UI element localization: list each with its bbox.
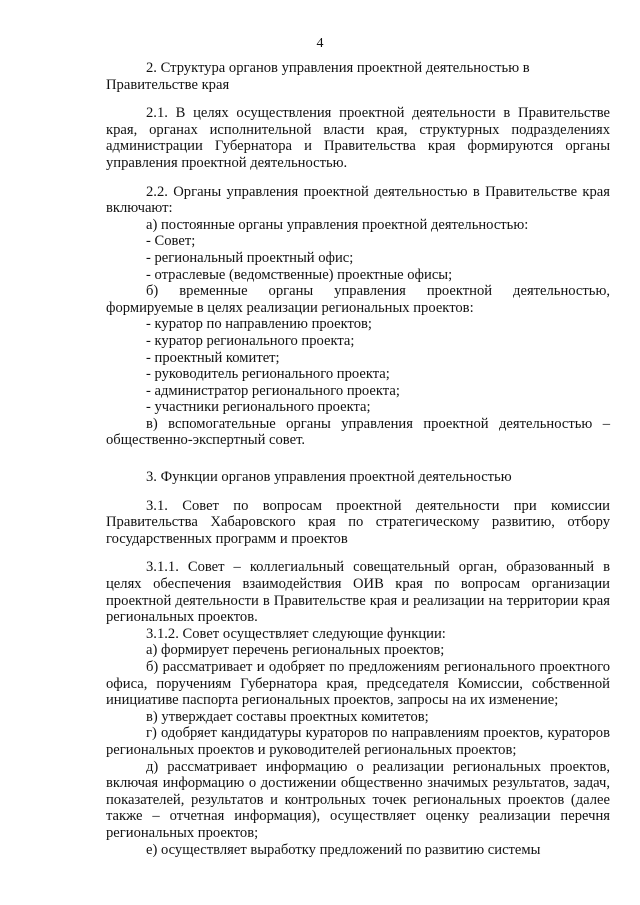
paragraph-2-2: 2.2. Органы управления проектной деятельностью в Правительстве края включают:	[106, 183, 610, 217]
list-item: - куратор регионального проекта;	[146, 332, 355, 349]
list-item: - региональный проектный офис;	[146, 249, 354, 266]
list-item: - проектный комитет;	[146, 349, 280, 366]
function-item: а) формирует перечень региональных проектов;	[146, 642, 445, 659]
document-body	[106, 60, 610, 858]
list-item: - участники регионального проекта;	[146, 399, 371, 416]
paragraph-3-1: 3.1. Совет по вопросам проектной деятельности при комиссии Правительства Хабаровского края по стратегическому развитию, отбору государственных программ и проектов	[106, 497, 610, 547]
page-number: 4	[316, 36, 324, 51]
list-item: - куратор по направлению проектов;	[146, 316, 372, 333]
list-item: - руководитель регионального проекта;	[146, 366, 390, 383]
section-3-heading: 3. Функции органов управления проектной деятельностью	[146, 469, 512, 486]
list-item: - Совет;	[146, 233, 196, 250]
function-item: в) утверждает составы проектных комитетов;	[146, 708, 429, 725]
list-item: - администратор регионального проекта;	[146, 382, 400, 399]
function-item: г) одобряет кандидатуры кураторов по направлениям проектов, кураторов региональных проектов и руководителей региональных проектов;	[106, 725, 610, 758]
section-2-heading: 2. Структура органов управления проектной деятельностью в Правительстве края	[106, 60, 530, 93]
function-item: е) осуществляет выработку предложений по развитию системы	[146, 841, 541, 858]
list-item: в) вспомогательные органы управления проектной деятельностью – общественно-экспертный совет.	[106, 415, 610, 449]
list-item: б) временные органы управления проектной деятельностью, формируемые в целях реализации региональных проектов:	[106, 283, 610, 316]
list-item: а) постоянные органы управления проектной деятельностью:	[146, 216, 529, 233]
paragraph-3-1-2: 3.1.2. Совет осуществляет следующие функции:	[146, 625, 446, 642]
function-item: д) рассматривает информацию о реализации региональных проектов, включая информацию о достижении общественно значимых результатов, задач, показателей, результатов и контрольных точек региональных проектов (далее также – отчетная информация), осуществляет оценку реализации перечня региональных проектов;	[106, 758, 610, 841]
function-item: б) рассматривает и одобряет по предложениям регионального проектного офиса, поручениям Губернатора края, председателя Комиссии, собственной инициативе паспорта региональных проектов, запросы на их изменение;	[106, 659, 610, 709]
paragraph-2-1: 2.1. В целях осуществления проектной деятельности в Правительстве края, органах исполнительной власти края, структурных подразделениях администрации Губернатора и Правительства края формируются органы управления проектной деятельностью.	[106, 105, 610, 171]
paragraph-3-1-1: 3.1.1. Совет – коллегиальный совещательный орган, образованный в целях обеспечения взаимодействия ОИВ края по вопросам организации проектной деятельности в Правительстве края и реализации на территории края региональных проектов.	[106, 559, 610, 626]
list-item: - отраслевые (ведомственные) проектные офисы;	[146, 266, 453, 283]
